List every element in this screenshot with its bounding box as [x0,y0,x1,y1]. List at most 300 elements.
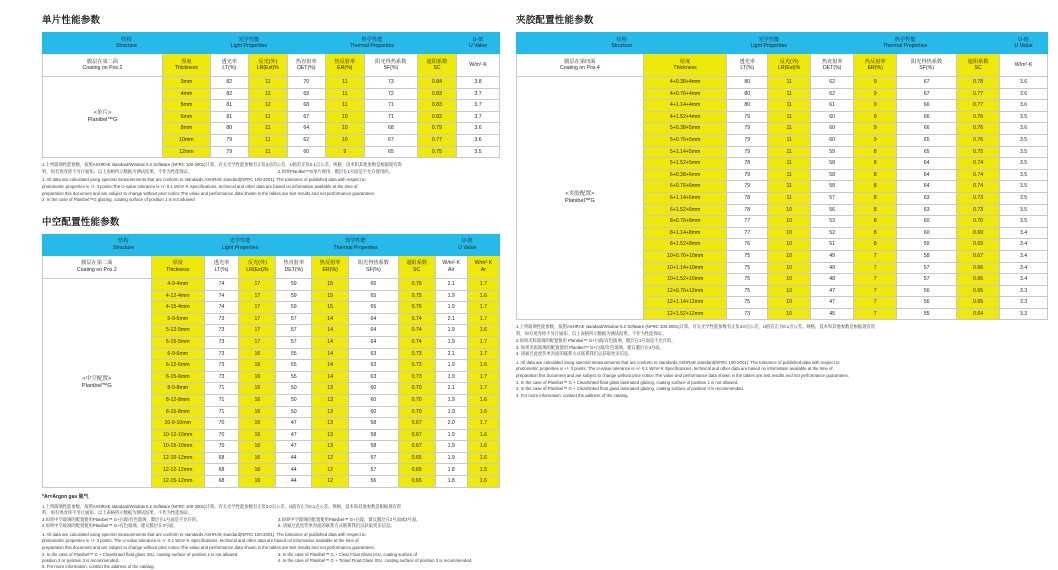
monolithic-notes-cn: 1.上列玻璃性能参数，按照ASHRAE standard/Window 5.2 Software (NFRC 100-2001)计算。有关光学性能参数有正负3点的公差，U值有正负0.1点公差。规格，技术和其他参数是根据现有资 料，如有更改将不另行通知。以上表格所示数据为测试结果，不作为性能保证。 2.如果Planibel™G单片使用，膜层在1号面是不允许使用的。 [42,162,402,174]
cell-sc: 0.82 [417,111,456,123]
cell-lr: 16 [239,371,276,383]
cell-det: 64 [287,123,325,135]
cell-sf: 60 [897,227,957,239]
cell-sf: 65 [349,302,398,314]
cell-det: 58 [811,181,854,193]
col-det: 热直射率 DET(%) [811,54,854,77]
cell-lt: 82 [210,88,248,100]
cell-lt: 80 [210,123,248,135]
cell-lt: 73 [204,371,239,383]
cell-lr: 11 [248,77,287,89]
cell-lt: 79 [727,169,768,181]
cell-thickness: 6+1.52+6mm [643,204,727,216]
cell-lr: 16 [239,464,276,476]
cell-lr: 16 [239,452,276,464]
cell-u-air: 2.0 [435,418,467,430]
cell-thickness: 5+0.76+5mm [643,134,727,146]
igu-group-header-row [43,234,500,255]
cell-lt: 74 [204,290,239,302]
cell-thickness: 10-9-10mm [151,418,204,430]
laminated-table [516,32,1048,320]
cell-sf: 63 [349,348,398,360]
col-det: 热直射率 DET(%) [287,54,325,77]
cell-sc: 0.74 [957,158,1000,170]
cell-sc: 0.76 [957,111,1000,123]
cell-er: 9 [854,111,897,123]
cell-er: 13 [312,441,349,453]
cell-sf: 66 [897,100,957,112]
cell-u: 3.7 [457,88,500,100]
cell-thickness: 5-15-5mm [151,336,204,348]
cell-sc: 0.70 [398,394,435,406]
cell-sc: 0.77 [417,134,456,146]
table-row [517,77,1048,89]
cell-sc: 0.83 [417,88,456,100]
cell-lt: 75 [727,262,768,274]
cell-sf: 64 [897,158,957,170]
cell-lt: 79 [727,181,768,193]
col-lr: 反光(外) LR(Ext)% [248,54,287,77]
cell-sc: 0.74 [957,181,1000,193]
cell-det: 60 [811,134,854,146]
group-structure: 结构 Structure [43,234,205,255]
cell-lr: 11 [248,111,287,123]
cell-u-air: 1.9 [435,290,467,302]
cell-sc: 0.67 [957,250,1000,262]
cell-sc: 0.76 [957,134,1000,146]
cell-det: 60 [811,111,854,123]
cell-er: 8 [854,216,897,228]
cell-det: 50 [276,406,312,418]
igu-sub-header-row [43,255,500,278]
cell-u: 3.4 [1000,262,1048,274]
cell-u: 3.6 [457,123,500,135]
cell-lr: 16 [239,360,276,372]
cell-lr: 12 [248,100,287,112]
cell-thickness: 6-12-6mm [151,360,204,372]
cell-er: 8 [854,204,897,216]
cell-u: 3.5 [1000,111,1048,123]
cell-sc: 0.74 [957,169,1000,181]
cell-u-air: 1.9 [435,302,467,314]
cell-lr: 17 [239,336,276,348]
cell-thickness: 10mm [162,134,210,146]
cell-det: 57 [276,325,312,337]
cell-thickness: 4-9-4mm [151,278,204,290]
cell-sc: 0.64 [957,308,1000,320]
cell-lt: 79 [210,134,248,146]
cell-lr: 11 [768,169,811,181]
cell-sf: 66 [897,123,957,135]
col-sf: 阳光得热系数 SF(%) [897,54,957,77]
cell-u: 3.4 [1000,239,1048,251]
cell-sc: 0.69 [957,239,1000,251]
group-u-value: U-值 U Value [1000,33,1048,54]
cell-lt: 78 [727,192,768,204]
cell-lr: 10 [768,262,811,274]
cell-det: 45 [811,308,854,320]
cell-lr: 17 [239,313,276,325]
col-lr: 反光(外) LR(Ext)% [239,255,276,278]
cell-thickness: 6-15-6mm [151,371,204,383]
cell-lt: 75 [727,250,768,262]
cell-u-argon: 1.6 [467,290,499,302]
cell-thickness: 12-10-12mm [151,452,204,464]
cell-u-air: 2.1 [435,278,467,290]
cell-sc: 0.79 [417,123,456,135]
cell-det: 55 [276,371,312,383]
cell-u: 3.4 [1000,250,1048,262]
cell-thickness: 5-12-5mm [151,325,204,337]
cell-u: 3.5 [1000,169,1048,181]
cell-det: 59 [276,278,312,290]
cell-sf: 65 [364,146,417,158]
cell-er: 8 [854,158,897,170]
cell-lr: 17 [239,325,276,337]
cell-thickness: 8-9-8mm [151,383,204,395]
cell-det: 59 [276,290,312,302]
cell-lt: 75 [727,297,768,309]
cell-thickness: 6+0.38+6mm [643,169,727,181]
cell-u: 3.6 [1000,123,1048,135]
cell-sf: 60 [349,383,398,395]
cell-lr: 11 [768,134,811,146]
cell-er: 14 [312,360,349,372]
col-lr: 反光(外) LR(Ext)% [768,54,811,77]
cell-sf: 64 [349,325,398,337]
cell-det: 55 [276,348,312,360]
cell-det: 48 [811,274,854,286]
cell-sc: 0.75 [957,146,1000,158]
cell-lt: 70 [204,429,239,441]
cell-det: 60 [287,146,325,158]
cell-u-air: 2.1 [435,313,467,325]
cell-sf: 68 [364,123,417,135]
cell-er: 9 [854,88,897,100]
cell-sf: 56 [349,476,398,488]
cell-thickness: 4-15-4mm [151,302,204,314]
cell-u-argon: 1.7 [467,383,499,395]
col-coating-position: 膜层在第二面 Coating on Pos.2 [43,255,152,278]
cell-sf: 67 [897,88,957,100]
cell-lr: 10 [768,285,811,297]
cell-sf: 65 [349,290,398,302]
cell-lr: 11 [768,192,811,204]
cell-thickness: 3mm [162,77,210,89]
cell-thickness: 4mm [162,88,210,100]
cell-thickness: 12+1.14+12mm [643,297,727,309]
cell-sc: 0.69 [957,227,1000,239]
cell-lt: 73 [204,336,239,348]
cell-u: 3.8 [457,77,500,89]
cell-lr: 17 [239,302,276,314]
cell-det: 58 [811,169,854,181]
cell-thickness: 8mm [162,123,210,135]
cell-det: 62 [287,134,325,146]
cell-lr: 11 [768,100,811,112]
cell-u: 3.4 [1000,227,1048,239]
cell-sc: 0.73 [957,204,1000,216]
cell-sf: 56 [897,297,957,309]
cell-lr: 10 [768,204,811,216]
cell-lr: 11 [248,123,287,135]
cell-lr: 17 [239,278,276,290]
cell-er: 9 [854,100,897,112]
cell-u: 3.7 [457,100,500,112]
cell-lr: 10 [768,250,811,262]
col-sc: 遮阳系数 SC [417,54,456,77]
group-u-value: U-值 U Value [457,33,500,54]
cell-thickness: 6mm [162,111,210,123]
cell-sc: 0.76 [957,123,1000,135]
cell-er: 7 [854,308,897,320]
col-thickness: 厚度 Thickness [151,255,204,278]
cell-sf: 65 [897,146,957,158]
cell-sc: 0.75 [417,146,456,158]
cell-det: 58 [811,158,854,170]
cell-det: 70 [287,77,325,89]
cell-er: 11 [325,77,364,89]
cell-sc: 0.67 [398,418,435,430]
cell-sc: 0.75 [398,278,435,290]
cell-lt: 80 [727,88,768,100]
cell-sc: 0.77 [957,100,1000,112]
cell-lr: 16 [239,429,276,441]
cell-lr: 11 [768,77,811,89]
col-thickness: 厚度 Thickness [643,54,727,77]
cell-det: 44 [276,476,312,488]
cell-er: 15 [312,302,349,314]
cell-u: 3.6 [1000,100,1048,112]
cell-thickness: 8-12-8mm [151,394,204,406]
cell-er: 13 [312,429,349,441]
laminated-notes-en: 1. All data are calculated using spectral measurements that are conform to standards ASHRAE standard(NFRC 100-2001). The tolerance of published data with respect to photometric properties is +/- 3 points. The U-value tolerance is +/- 0.1 W/m²·K Specifications, technical and other data are based on information available at the time of preparation this document and are subject to change without prior notice.The value and performance data shown in the tables are test results and not performance guarantees. 2. In the case of Planibel™ G + Clear/tinted float glass laminated glazing, coating surface of position 1 is not allowed. 3. In the case of Planibel™ G + Clear/tinted float glass laminated glazing, coating surface of position 4 is recommended. 4. For more information, contact the address of the catalog. [516,359,849,399]
cell-u-air: 1.8 [435,476,467,488]
cell-det: 52 [811,227,854,239]
igu-notes-cn: 1.上列玻璃性能参数，按照ASHRAE standard/Window 5.2 Software (NFRC 100-2001)计算。有关光学性能参数有正负3.0点公差，U值有正为0.1点公差。规格，技术和其他参数是根据现有资 料，如有更改将不另行通知。以上表格所示数据为测试结果，不作为性能保证。 2.如果中空玻璃的配置使用Planibel™ G+白玻/有色玻璃，膜层在1号面是不允许的。 3.如果中空玻璃的配置使用Planibel™ G+白玻，建议膜层在2号面或3号面。 4.如果中空玻璃的配置使用Planibel™ G+有色玻璃，建议膜层在3号面。 5. 请通过此度传单封面的联系方式联系我们以获取更多信息。 [42,503,421,529]
cell-sc: 0.70 [957,216,1000,228]
cell-lt: 71 [204,406,239,418]
cell-lr: 10 [768,216,811,228]
cell-sf: 65 [349,278,398,290]
cell-sf: 64 [897,169,957,181]
cell-det: 49 [811,250,854,262]
cell-er: 15 [312,278,349,290]
cell-det: 47 [811,297,854,309]
cell-sf: 60 [349,406,398,418]
cell-sc: 0.73 [398,360,435,372]
cell-lr: 16 [239,406,276,418]
cell-sc: 0.84 [417,77,456,89]
col-u-air: W/m²·K Air [435,255,467,278]
cell-lt: 81 [210,111,248,123]
laminated-notes-cn: 1.上列玻璃性能参数，按照ASHRAE standard/Window 5.2 Software (NFRC 100-2001)计算。有关光学性能参数有正负3.0点公差，U值有正为0.1点公差。规格，技术和其他参数是根据现有资 料，如有更改将不另行通知。以上表格所示数据为测试结果，不作为性能保证。 2.如果夹胶玻璃的配置使用 Planibel™ G+白玻/有色玻璃，膜层在1号面是不允许的。 3. 如果夹胶玻璃的配置使用 Planibel™ G+白玻/有色玻璃，建议膜层在4号面。 4. 请通过此度传单封面的联系方式联系我们以获取更多信息。 [516,324,876,357]
monolithic-notes-en: 1. All data are calculated using spectral measurements that are conform to standards ASHRAE standard(NFRC 100-2001). The tolerance of published data with respect to photometric properties is +/- 3 points.The U-value tolerance is +/- 0.1 W/m²·K Specifications, technical and other data are based on information available at the time of preparation this document and are subject to change without prior notice.The value and performance data shown in the tables are test results and not performance guarantees. 2. In the case of Planibel™G glazing, coating surface of position 1 is not allowed [42,177,375,203]
cell-lt: 73 [204,325,239,337]
cell-lt: 68 [204,452,239,464]
cell-er: 14 [312,313,349,325]
cell-sc: 0.70 [398,383,435,395]
cell-lt: 68 [204,476,239,488]
col-u-value: W/m²·K [1000,54,1048,77]
cell-sc: 0.74 [398,336,435,348]
cell-thickness: 4-12-4mm [151,290,204,302]
cell-sc: 0.67 [398,429,435,441]
monolithic-table [42,32,500,158]
group-thermal-properties: 热学性能 Thermal Properties [276,234,435,255]
cell-thickness: 6+0.76+6mm [643,181,727,193]
cell-u: 3.6 [1000,88,1048,100]
cell-lr: 11 [768,181,811,193]
col-lt: 透光率 LT(%) [210,54,248,77]
cell-u-argon: 1.7 [467,418,499,430]
cell-lr: 16 [239,441,276,453]
cell-u: 3.5 [1000,146,1048,158]
cell-sf: 57 [897,262,957,274]
cell-sf: 72 [364,88,417,100]
table-row [43,278,500,290]
cell-u-argon: 1.7 [467,302,499,314]
cell-sc: 0.65 [398,464,435,476]
monolithic-section-title: 单片性能参数 [42,15,101,26]
cell-er: 14 [312,336,349,348]
cell-sc: 0.83 [417,100,456,112]
cell-thickness: 4+1.52+4mm [643,111,727,123]
cell-u-argon: 1.6 [467,452,499,464]
cell-er: 13 [312,406,349,418]
cell-det: 55 [276,360,312,372]
col-er: 热反射率 ER(%) [312,255,349,278]
cell-u-air: 1.9 [435,394,467,406]
cell-lt: 81 [210,100,248,112]
cell-u-argon: 1.6 [467,325,499,337]
cell-lt: 78 [727,204,768,216]
col-coating-position: 膜层在第二面 Coating on Pos.2 [43,54,163,77]
cell-lt: 79 [727,123,768,135]
cell-thickness: 12-15-12mm [151,476,204,488]
cell-er: 13 [312,418,349,430]
cell-u-air: 1.9 [435,360,467,372]
cell-det: 59 [811,146,854,158]
cell-thickness: 8-15-8mm [151,406,204,418]
argon-gas-note: *Ar=Argon gas 氩气 [42,493,89,500]
cell-u: 3.4 [1000,274,1048,286]
cell-sf: 60 [897,216,957,228]
cell-lr: 10 [768,274,811,286]
group-thermal-properties: 热学性能 Thermal Properties [287,33,456,54]
group-light-properties: 光学性能 Light Properties [727,33,811,54]
cell-sf: 56 [897,285,957,297]
cell-det: 60 [811,123,854,135]
cell-det: 51 [811,239,854,251]
cell-u-air: 1.9 [435,452,467,464]
col-er: 热反射率 ER(%) [854,54,897,77]
cell-sf: 73 [364,77,417,89]
cell-er: 9 [854,77,897,89]
cell-det: 59 [276,302,312,314]
cell-det: 47 [276,418,312,430]
cell-thickness: 12mm [162,146,210,158]
cell-er: 8 [854,181,897,193]
cell-sc: 0.74 [398,313,435,325]
cell-u-air: 1.9 [435,406,467,418]
cell-u: 3.5 [1000,204,1048,216]
cell-thickness: 10+0.76+10mm [643,250,727,262]
cell-lt: 74 [204,302,239,314]
igu-table [42,234,500,488]
cell-lt: 71 [204,383,239,395]
cell-lt: 73 [727,308,768,320]
cell-thickness: 5+1.14+5mm [643,146,727,158]
cell-u-argon: 1.7 [467,278,499,290]
cell-er: 7 [854,250,897,262]
cell-er: 14 [312,371,349,383]
cell-u: 3.7 [457,111,500,123]
cell-sf: 63 [349,360,398,372]
cell-lt: 68 [204,464,239,476]
cell-sf: 59 [897,239,957,251]
cell-u-air: 1.9 [435,336,467,348]
cell-thickness: 12-12-12mm [151,464,204,476]
cell-lt: 77 [727,227,768,239]
group-structure: 结构 Structure [43,33,211,54]
cell-sc: 0.78 [957,77,1000,89]
cell-det: 53 [811,216,854,228]
col-sf: 阳光得热系数 SF(%) [364,54,417,77]
cell-thickness: 4+1.14+4mm [643,100,727,112]
col-sc: 遮阳系数 SC [957,54,1000,77]
cell-lt: 75 [727,285,768,297]
cell-er: 7 [854,262,897,274]
product-name-cell: <夹胶配置> Planibel™G [517,77,644,320]
cell-sf: 66 [897,111,957,123]
cell-er: 9 [854,134,897,146]
cell-det: 47 [811,285,854,297]
cell-lt: 73 [204,360,239,372]
cell-det: 50 [276,383,312,395]
group-light-properties: 光学性能 Light Properties [204,234,276,255]
cell-lt: 79 [727,111,768,123]
group-thermal-properties: 热学性能 Thermal Properties [811,33,1000,54]
cell-det: 69 [287,88,325,100]
cell-er: 7 [854,285,897,297]
cell-det: 61 [811,100,854,112]
cell-thickness: 4+0.76+4mm [643,88,727,100]
cell-thickness: 5+0.38+5mm [643,123,727,135]
igu-section-title: 中空配置性能参数 [42,216,120,228]
cell-sf: 64 [349,336,398,348]
cell-sf: 63 [897,204,957,216]
cell-sf: 65 [897,134,957,146]
cell-sf: 58 [349,441,398,453]
cell-det: 62 [811,77,854,89]
cell-thickness: 10+1.14+10mm [643,262,727,274]
cell-sc: 0.65 [957,297,1000,309]
cell-er: 13 [312,383,349,395]
cell-u-air: 1.9 [435,441,467,453]
cell-sc: 0.75 [398,302,435,314]
cell-er: 8 [854,169,897,181]
cell-lr: 11 [768,111,811,123]
cell-er: 10 [325,134,364,146]
cell-sf: 67 [364,134,417,146]
cell-lr: 10 [768,308,811,320]
group-light-properties: 光学性能 Light Properties [210,33,287,54]
col-lt: 透光率 LT(%) [727,54,768,77]
cell-u-air: 1.9 [435,429,467,441]
cell-sf: 63 [897,192,957,204]
cell-det: 56 [811,204,854,216]
